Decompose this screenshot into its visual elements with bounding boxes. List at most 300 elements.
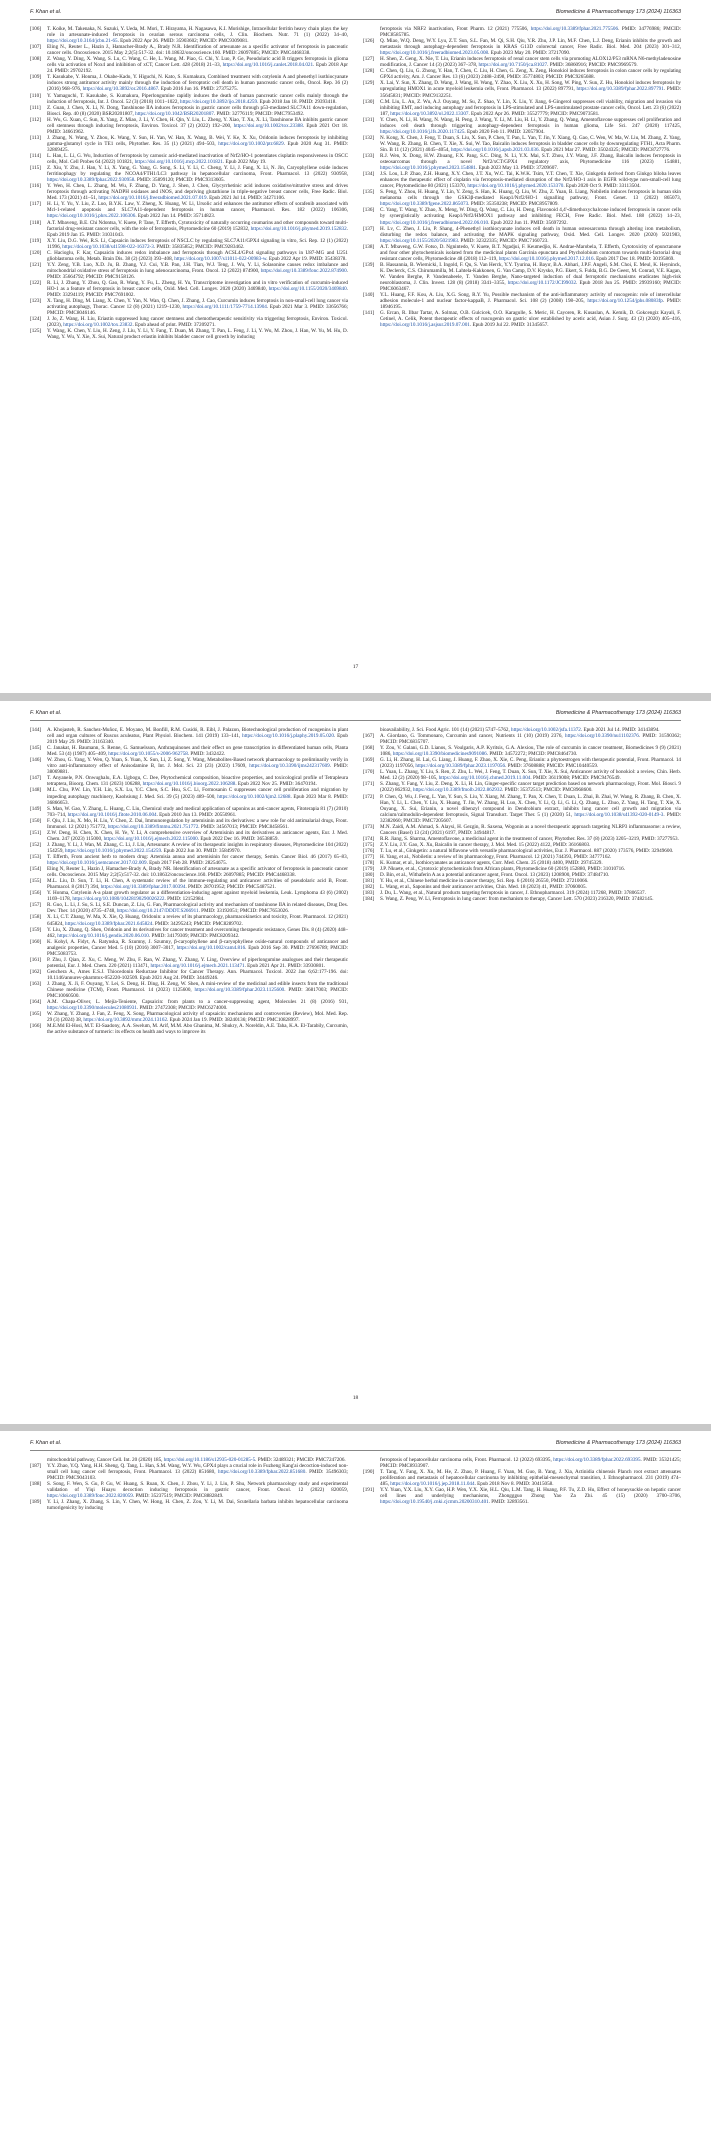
reference-text: M.L. Liu, D. Sun, T. Li, H. Chen, A systematic review of the immune-regulating and anticancer activities of pseudolaric acid B, Front. Pharmacol. 8 (2017) 394, <box>47 878 348 891</box>
doi-link[interactable]: https://doi.org/10.19540/j.cnki.cjcmm.20200310.401 <box>380 1499 489 1506</box>
reference-tail: . Epub 2021 Apr 21. PMID: 33930801. <box>244 962 325 969</box>
reference-entry <box>363 38 681 56</box>
reference-text: P. Chen, Q. Wu, J. Feng, L. Yan, Y. Sun, S. Liu, Y. Xiang, M. Zhang, T. Pan, X. Chen, T. Duan, L. Zhai, B. Zhai, W. Wang, R. Zhang, B. Chen, X. Han, Y. Li, L. Chen, Y. Liu, X. Huang, T. Jin, W. Zhang, H. Luo, X. Chen, Y. Li, Q. Li, G. Li, Q. Zhang, L. Zhuo, Z. Yang, H. Tang, T. Xie, X. Ouyang, X. Sui, Erianin, a novel dibenzyl compound in Dendrobium extract, inhibits lung cancer cell growth and migration via calcium/calmodulin-dependent ferroptosis, Signal Transduct. Target Ther. 5 (1) (2020) 51, <box>380 793 681 818</box>
reference-tail: . PMID: 33294119; PMCID: PMC7691002. <box>47 286 348 299</box>
reference-number: [121] <box>30 261 42 268</box>
reference-tail: . PMID: 36817003; PMCID: PMC10060500. <box>47 987 348 1000</box>
doi-link[interactable]: https://doi.org/10.1016/j.freeradbiomed.2023.05.008 <box>380 50 489 57</box>
reference-number: [172] <box>363 793 375 800</box>
reference-entry <box>30 969 348 981</box>
doi-link[interactable]: https://doi.org/10.3389/fgene.2022.865073 <box>380 201 469 208</box>
reference-tail: PMID: 32949600. <box>635 847 674 854</box>
reference-tail: . Epub 2020 Feb 11. PMID: 32057904. <box>464 128 545 135</box>
doi-link[interactable]: https://doi.org/10.1002/ptr.6829 <box>218 140 284 147</box>
reference-entry <box>30 117 348 135</box>
reference-text: F. Qiu, J. Liu, X. Mo, H. Liu, Y. Chen, Z. Dai, Immunoregulation by artemisinin and its derivatives: a new role for old antimalarial drugs, Front. Immunol. 12 (2021) 751772, <box>47 817 348 830</box>
doi-link[interactable]: https://doi.org/10.1016/j.jep.2018.11.044 <box>390 1481 475 1488</box>
reference-tail: . Epub 2021 Mar 3. PMID: 33656766; PMCID: PMC8046146. <box>47 304 348 317</box>
doi-link[interactable]: https://doi.org/10.1016/j.canlet.2018.04.021 <box>222 62 314 69</box>
reference-tail: . PMID: 12152984. <box>164 896 205 903</box>
reference-tail: . Epub 2021 Mar 27. PMID: 35024325; PMCID: PMC8727776. <box>538 146 671 153</box>
doi-link[interactable]: https://doi.org/10.3389/fonc.2022.820059 <box>47 1493 133 1500</box>
doi-link[interactable]: https://doi.org/10.3389/fphar.2017.00394 <box>100 884 186 891</box>
reference-text: A.T. Mbaveng, G.W. Fotso, D. Ngnintedo, V. Kuete, B.T. Ngadjui, F. Keumedjio, K. Andrae-Marobela, T. Efferth, Cytotoxicity of epunctanone and four other phytochemicals isolated from the medicinal plants Garcinia epunctata and Ptycholobium contortum towards multi-factorial drug resistant cancer cells, Phytomedicine 48 (2018) 112–119, <box>380 243 681 262</box>
doi-link[interactable]: https://doi.org/10.1016/j.freeradbiomed.2021.07.019 <box>98 195 207 202</box>
reference-tail: PMID: 36166803. <box>552 841 591 848</box>
reference-tail: PMID: 34944817. <box>458 829 496 836</box>
reference-number: [115] <box>30 165 41 172</box>
reference-tail: . Epub 2022 Jun 14. PMID: 35714823. <box>135 213 216 220</box>
doi-link[interactable]: https://doi.org/10.1111/1759-7714.13904 <box>182 304 267 311</box>
reference-number: [158] <box>30 914 42 921</box>
reference-text: T. Anyanele, P.N. Onwughalu, E.A. Ugbogu, C. Dee, Phytochemical composition, bioactive properties, and toxicological profile of Tetrapleura tetraptera, Bioorg. Chem. 131 (2023) 106288, <box>47 775 348 788</box>
reference-entry <box>363 292 681 310</box>
reference-tail: PMID: 37484710. <box>571 872 610 879</box>
reference-tail: . PMID: 34295243; PMCID: PMC8289702. <box>152 920 243 927</box>
reference-text: G. Ercan, R. Ilbar Tartar, A. Solmaz, O.B. Gulcicek, O.O. Karagulle, S. Meric, H. Cayoren, R. Kusaslan, A. Kemik, D. Gokcengiz Kayali, F. Cetinel, A. Celik, Potent therapeutic effects of ruscogenin on gastric ulcer established by acetic acid, Asian J. Surg. 43 (2) (2020) 405–416, <box>380 310 681 323</box>
doi-link[interactable]: https://doi.org/10.1016/j.semcancer.2017.02.009 <box>47 860 147 867</box>
reference-tail: . PMID: 32489321; PMCID: PMC7247206. <box>255 1457 346 1463</box>
reference-entry <box>30 775 348 787</box>
reference-entry <box>30 999 348 1011</box>
doi-link[interactable]: https://doi.org/10.1007/s11011-022-00983-w <box>174 255 267 262</box>
reference-tail: . Epub 2021 Oct 18. PMID: 34661962. <box>47 122 349 135</box>
reference-text: A. Khojasteh, R. Sanchez-Muñoz, E. Moyano, M. Bonfill, R.M. Cusidó, R. Eibl, J. Palazon, Biotechnological production of rucogenins in plant cell and organ cultures of Ruscus aculeatus, Plant Physiol. Biochem. 141 (2019) 133–141, <box>47 727 348 740</box>
reference-text: R. Li, J. Zhang, Y. Zhou, Q. Gao, R. Wang, Y. Fu, L. Zheng, H. Yu, Transcriptome investigation and in vitro verification of curcumin-induced HO-1 as a feature of ferroptosis in breast cancer cells, Oxid. Med. Cell. Longev. 2020 (2020) 3469840, <box>47 279 348 293</box>
reference-text: W. Zhang, Y. Zhang, J. Fan, Z. Feng, X. Song, Pharmacological activity of capsaicin: mechanisms and controversies (Review), Mol. Med. Rep. 29 (3) (2024) 38, <box>47 1011 348 1024</box>
reference-tail: . Epub 2021 Jul 14. PMID: 34143894. <box>580 727 660 733</box>
reference-entry <box>30 328 348 340</box>
reference-number: [169] <box>363 757 375 764</box>
doi-link[interactable]: https://doi.org/10.3389/fimmu.2021.751772 <box>107 823 199 830</box>
reference-text: H. Li, Y. Yu, Y. Liu, Z. Luo, B.Y.K. Law, Y. Zheng, X. Huang, W. Li, Ursolic acid enhances the antitumor effects of sorafenib associated with Mcl-1-related apoptosis and SLC7A11-dependent ferroptosis in human cancer, Pharmacol. Res. 182 (2022) 106306, <box>47 201 348 214</box>
reference-tail: . Epub 2018 Jan 18. PMID: 29393418. <box>257 98 337 105</box>
doi-link[interactable]: https://doi.org/10.3892/or.2016.4867 <box>82 86 159 93</box>
reference-number: [164] <box>30 999 42 1006</box>
doi-link[interactable]: https://doi.org/10.7150/jca.81027 <box>478 62 548 69</box>
reference-number: [132] <box>363 134 375 141</box>
reference-text: X. Tang, H. Ding, M. Liang, X. Chen, Y. Yan, N. Wan, Q. Chen, J. Zhang, J. Cao, Curcumin induces ferroptosis in non-small-cell lung cancer via activating autophagy, Thorac. Cancer 12 (8) (2021) 1219–1230, <box>47 298 348 311</box>
reference-entry <box>30 787 348 805</box>
reference-tail: . PMID: 27472308; PMCID: PMC6274000. <box>136 1005 228 1012</box>
reference-tail: PMID: 37482145. <box>616 896 654 903</box>
reference-text: C. Yang, T. Wang, Y. Zhao, X. Meng, W. Ding, Q. Wang, C. Liu, H. Deng, Flavonoid 4,4'-dimethoxychalcone induced ferroptosis in cancer cells by synergistically activating Keap1/Nrf2/HMOX1 pathway and inhibiting FECH, Free Radic. Biol. Med. 188 (2022) 14–23, <box>380 207 681 220</box>
reference-number: [176] <box>363 847 375 854</box>
reference-number: [124] <box>30 316 42 323</box>
reference-entry <box>30 316 348 328</box>
reference-tail: . Epub 2023 May 13. PMID: 37209607. <box>476 165 559 172</box>
doi-link[interactable]: https://doi.org/10.1016/j.bioorg.2022.106288 <box>142 781 236 788</box>
reference-entry <box>30 1011 348 1023</box>
doi-link[interactable]: https://doi.org/10.1038/s41598-022-16372-3 <box>62 243 154 250</box>
reference-number: [175] <box>363 841 375 848</box>
reference-text: S. Wang, Z. Peng, W. Li, Ferroptosis in lung cancer: from mechanism to therapy, Cancer Lett. 570 (2023) 216320, <box>380 896 615 903</box>
reference-number: [189] <box>30 1499 42 1506</box>
reference-entry <box>363 1487 681 1505</box>
reference-entry <box>30 201 348 219</box>
reference-tail: . PMID: 37608888; PMCID: PMC10440559. <box>505 763 599 770</box>
reference-number: [166] <box>30 1023 42 1030</box>
reference-number: [181] <box>363 878 375 885</box>
doi-link[interactable]: https://doi.org/10.3389/fphar.2021.775506 <box>530 26 619 32</box>
doi-link[interactable]: https://doi.org/10.3164/jcbn.21-65 <box>47 38 118 45</box>
reference-entry <box>363 769 681 781</box>
running-head <box>30 710 681 721</box>
reference-entry <box>30 44 348 56</box>
reference-number: [130] <box>363 98 375 105</box>
doi-link[interactable]: https://doi.org/10.3389/fphar.2023.1125600 <box>194 987 285 994</box>
document-page-17 <box>0 0 711 693</box>
reference-entry <box>30 1023 348 1035</box>
doi-link[interactable]: https://doi.org/10.3389/fphar.2022.693395 <box>553 1457 641 1463</box>
reference-tail: . Epub 2019 May 29. PMID: 31163340. <box>47 733 348 746</box>
reference-text: D. Bin, et al., Withaferin A as a potential anticancer agent, Front. Oncol. 13 (2023) 1208900, <box>380 872 571 879</box>
reference-number: [161] <box>30 956 42 963</box>
reference-entry <box>30 153 348 165</box>
reference-number: [112] <box>30 116 41 123</box>
running-head <box>30 9 681 20</box>
reference-entry <box>363 824 681 836</box>
reference-column-right <box>363 727 681 902</box>
reference-text: mitochondrial pathway, Cancer Cell. Int. 20 (2020) 185, <box>47 1457 163 1463</box>
reference-entry <box>30 1481 348 1499</box>
reference-tail: . PMID: 35321425; PMCID: PMC8933907. <box>380 1457 681 1470</box>
reference-number: [140] <box>363 292 375 299</box>
reference-tail: . Epub 2020 Aug 31. PMID: 32869425. <box>47 140 348 153</box>
reference-text: Z. Wang, Y. Ding, X. Wang, S. Lu, C. Wang, C. He, L. Wang, M. Piao, G. Chi, Y. Luo, P. Ge, Pseudolaric acid B triggers ferroptosis in glioma cells via activation of Nox4 and inhibition of xCT, Cancer Lett. 428 (2018) 21–33, <box>47 56 348 69</box>
reference-number: [179] <box>363 866 375 873</box>
doi-link[interactable]: https://doi.org/10.3390/biomedicines9091086 <box>392 751 487 758</box>
reference-text: Y. Li, J. Zhang, X. Zhang, S. Lin, Y. Chen, W. Hong, H. Chen, Z. Zou, Y. Li, M. Dai, Scutellaria barbata inhibits hepatocellular carcinoma tumorigenicity by inducing <box>47 1499 348 1512</box>
reference-tail: . Epub 2016 Jun 16. PMID: 27375275. <box>158 86 238 93</box>
reference-entry <box>30 250 348 262</box>
reference-text: J. Du, L. Wang, et al., Natural products targeting ferroptosis in cancer, J. Ethnopharmacol. 319 (2024) 117268, <box>380 890 608 897</box>
reference-number: [118] <box>30 219 41 226</box>
reference-text: X. Li, C.T. Zhang, W. Ma, X. Xie, Q. Huang, Oridonin: a review of its pharmacology, pharmacokinetics and toxicity, Front. Pharmacol. 12 (2021) 645824, <box>47 914 348 927</box>
reference-entry <box>363 745 681 757</box>
reference-entry <box>363 135 681 153</box>
doi-link[interactable]: https://doi.org/10.1042/BSR20201807 <box>135 110 214 117</box>
doi-link[interactable]: https://doi.org/10.1002/tox.23388 <box>233 122 303 129</box>
reference-tail: . PMID: 35496303; PMCID: PMC9043103. <box>47 1469 348 1482</box>
reference-entry <box>30 757 348 775</box>
reference-number: [106] <box>30 26 42 32</box>
reference-number: [141] <box>363 310 375 317</box>
reference-text: M.E.Md El-Hosi, M.T. El-Saadony, A.A. Swelum, M. Arif, M.M. Abo Ghanima, M. Shukry, A. Noreldin, A.E. Taha, K.A. El-Tarabily, Curcumin, the active substance of turmeric: its effects on health and ways to improve its <box>47 1023 348 1036</box>
reference-number: [146] <box>30 757 42 764</box>
reference-tail: . PMID: 18946195. <box>380 298 682 311</box>
reference-entry <box>363 757 681 769</box>
reference-tail: PMID: 37277953. <box>641 835 679 842</box>
reference-text: L. Wang, et al., Saponins and their anticancer activities, Chin. Med. 18 (2023) 41, <box>380 884 549 891</box>
reference-number: [145] <box>30 745 42 752</box>
doi-link[interactable]: https://doi.org/10.1016/j.plaphy.2019.05.020 <box>242 733 334 740</box>
doi-link[interactable]: https://doi.org/10.1016/j.gendis.2020.06.010 <box>57 932 149 939</box>
reference-number: [182] <box>363 884 375 891</box>
reference-number: [133] <box>363 152 375 159</box>
reference-tail: . Epub 2019 Jul 22. PMID: 31345657. <box>469 322 549 329</box>
reference-entry <box>363 244 681 262</box>
reference-text: K. Kohyl, A. Fidyt, A. Ratynska, R. Szumny, J. Szumny, β-caryophyllene and β-caryophyllene oxide-natural compounds of anticancer and analgesic properties, Cancer Med. 5 (10) (2016) 3007–3017, <box>47 938 348 951</box>
reference-tail: . Epub 2016 Sep 30. PMID: 27696789; PMCID: PMC5083753. <box>47 944 348 957</box>
reference-number: [131] <box>363 116 375 123</box>
reference-text: ferroptosis via NRF2 inactivation, Front Pharm. 12 (2021) 775506, <box>380 26 529 32</box>
reference-text: L. Yuan, L. Zhang, Y. Liu, S. Ren, Z. Zhu, L. Wei, J. Feng, T. Duan, X. Sun, T. Xie, X. Sui, Anticancer activity of honokiol: a review, Chin. Herb. Med. 12 (2) (2020) 98–105, <box>380 769 681 782</box>
reference-column-left <box>30 727 348 1035</box>
running-head-authors: F. Khan et al. <box>30 710 62 716</box>
reference-text: S. Song, F. Wen, S. Gu, P. Gu, W. Huang, S. Ruan, X. Chen, J. Zhou, Y. Li, J. Liu, P. Shu, Network pharmacology study and experimental validation of Yiqi Huayu decoction inducing ferroptosis in gastric cancer, Front. Oncol. 12 (2022) 820059, <box>47 1481 348 1494</box>
doi-link[interactable]: https://doi.org/10.1002/cam4.816 <box>176 944 246 951</box>
doi-link[interactable]: https://doi.org/10.1055/s-2006-962758 <box>108 751 188 758</box>
reference-tail: . Epub 2010 Jun 13. PMID: 20550961. <box>156 811 237 818</box>
reference-text: J. Zhang, Y. Li, J. Wan, M. Zhang, C. Li, J. Lin, Artesunate: A review of its therapeutic insights in respiratory diseases, Phytomedicine 104 (2022) 154259, <box>47 841 348 854</box>
reference-number: [123] <box>30 298 42 305</box>
doi-link[interactable]: https://doi.org/10.1016/j.apsb.2021.03.036 <box>450 146 539 153</box>
reference-number: [127] <box>363 56 375 63</box>
doi-link[interactable]: https://doi.org/10.3390/molecules21080931 <box>47 1005 137 1012</box>
reference-number: [110] <box>30 92 41 99</box>
reference-tail: . Epub ahead of print. PMID: 37209271. <box>132 322 216 329</box>
reference-tail: PMID: 27210066. <box>551 878 589 885</box>
reference-tail: . Epub 2018 Apr 24. PMID: 29702192. <box>47 62 348 75</box>
reference-text: X.Y. Liu, D.G. Wei, R.S. Li, Capsaicin induces ferroptosis of NSCLC by regulating SLC7A11/GPX4 signaling in vitro, Sci. Rep. 12 (1) (2022) 11996, <box>47 237 348 250</box>
reference-tail: . PMID: 35372513; PMCID: PMC8968600. <box>502 787 593 794</box>
reference-number: [165] <box>30 1011 42 1018</box>
reference-entry <box>30 939 348 957</box>
doi-link[interactable]: https://doi.org/10.1016/j.freeradbiomed.2022.06.010 <box>380 219 489 226</box>
doi-link[interactable]: https://doi.org/10.1002/jsfa.11372 <box>511 727 581 733</box>
reference-number: [180] <box>363 872 375 879</box>
reference-entry <box>363 896 681 902</box>
doi-link[interactable]: https://doi.org/10.3389/fphar.2021.645824 <box>65 920 153 927</box>
reference-column-left <box>30 1457 348 1511</box>
reference-text: Z.Y. Liu, J.Y. Gao, X. Xu, Baicalin in cancer therapy, J. Mol. Med. 15 (2022) 4122, <box>380 841 552 848</box>
reference-entry <box>30 262 348 280</box>
reference-text: G. Li, H. Zhang, H. Lai, G. Liang, J. Huang, F. Zhao, X. Xie, C. Peng, Erianin: a phytoestrogen with therapeutic potential, Front. Pharmacol. 14 (2023) 1197056, <box>380 757 681 770</box>
reference-text: C.M. Liu, L. An, Z. Wu, A.J. Ouyang, M. Su, Z. Shao, Y. Lin, X. Liu, Y. Jiang, 6-Gingerol suppresses cell viability, migration and invasion via inhibiting EMT, and inducing autophagy and ferroptosis in LPS-stimulated and LPS-unstimulated prostate cancer cells, Oncol. Lett. 23 (6) (2022) 187, <box>380 98 681 117</box>
reference-number: [113] <box>30 134 41 141</box>
reference-number: [125] <box>30 328 42 335</box>
reference-entry <box>30 220 348 238</box>
reference-number: [170] <box>363 769 375 776</box>
reference-entry <box>30 927 348 939</box>
reference-text: B. Hassannia, B. Wiernicki, I. Ingold, F. Qu, S. Van Herck, Y.Y. Tyurina, H. Bayır, B.A. Abhari, J.P.F. Angeli, S.M. Choi, E. Meul, K. Heyninck, K. Declerck, C.S. Chirumamilla, M. Lahtela-Kakkonen, G. Van Camp, D.V. Krysko, P.G. Ekert, S. Fulda, B.G. De Geest, M. Conrad, V.E. Kagan, W. Vanden Berghe, P. Vandenabeele, T. Vanden Berghe, Nano-targeted induction of dual ferroptotic mechanisms eradicates high-risk neuroblastoma, J. Clin. Invest. 128 (8) (2018) 3341–3355, <box>380 261 681 286</box>
reference-tail: . PMID: 35835852; PMCID: PMC9283462. <box>153 243 245 250</box>
reference-number: [122] <box>30 279 42 286</box>
doi-link[interactable]: https://doi.org/10.1038/s41392-020-0149-3 <box>574 811 664 818</box>
reference-text: bioavailability, J. Sci. Food Agric. 101 (14) (2021) 5747–5762, <box>380 727 510 733</box>
doi-link[interactable]: https://doi.org/10.3389/fonc.2022.874900 <box>260 267 347 274</box>
reference-number: [190] <box>363 1469 375 1476</box>
reference-text: Z.W. Deng, H. Chen, X. Chen, H. Ye, Y. Li, A comprehensive overview of Artemisinin and its derivatives as anticancer agents, Eur. J. Med. Chem. 247 (2023) 115000, <box>47 829 348 842</box>
reference-text: Y.Y. Yuan, Y.X. Liu, X.Y. Gao, H.P. Wen, Y.X. Xie, H.L. Qiu, L.M. Tang, H. Huang, P.F. Tu, Z.D. Hu, Effect of honeysuckle on hepatic cancer cell lines and underlying mechanisms, Zhonggguo Zhong Yao Za Zhi. 45 (15) (2020) 3700–3706, <box>380 1487 681 1500</box>
doi-link[interactable]: https://doi.org/10.1186/s12935-020-01285-5 <box>163 1457 256 1463</box>
doi-link[interactable]: https://doi.org/10.3892/mmr.2024.13162 <box>83 1017 168 1024</box>
reference-number: [157] <box>30 902 42 909</box>
reference-text: R. Guo, L. Li, J. Su, S. Li, S.E. Duncan, Z. Liu, G. Fan, Pharmacological activity and mechanism of tanshinone IIA in related diseases, Drug Des. Dev. Ther. 14 (2020) 4735–4748, <box>47 902 348 915</box>
reference-tail: . PMID: 34776986; PMCID: PMC8585785. <box>380 26 682 39</box>
reference-entry <box>363 99 681 117</box>
reference-text: Genchera A., Ames E.S.J. Thiocedonin Reductase Inhibitor for Cancer Therapy. Ann. Pharmacol. Toxicol. 2022 Jan 6;62:177-196. doi: 10.1146/annurev-pharmtox-052220-102509. Epub 2021 Aug 24. PMID: 34449246. <box>47 968 348 981</box>
reference-tail: . PMID: 34572272; PMCID: PMC8464730. <box>486 751 578 758</box>
doi-link[interactable]: https://doi.org/10.3390/ijms242317609 <box>249 763 330 770</box>
reference-text: Z. Xiu, Y. Zhu, J. Han, Y. Li, X. Yang, G. Yang, G. Song, S. Li, Y. Li, C. Cheng, Y. Li, J. Fang, X. Li, N. Jin, Caryophyllene oxide induces ferritinophagy by regulating the NCOA4/FTH1/LC3 pathway in hepatocellular carcinoma, Front. Pharmacol. 13 (2022) 930958, <box>47 165 348 178</box>
reference-text: H. Lv, C. Zhen, J. Liu, P. Shang, 4-Phenethyl isothiocyanate induces cell death in human osteosarcoma through altering iron metabolism, disturbing the redox balance, and activating the MAPK signaling pathway, Oxid. Med. Cell. Longev. 2020 (2020) 5021983, <box>380 225 681 238</box>
reference-tail: . Epub 2022 Apr 26. PMID: 35527779; PMCID: PMC9073581. <box>468 110 600 117</box>
reference-text: T. Tang, Y. Fang, X. Xu, M. He, Z. Zhao, P. Huang, F. Yuan, M. Guo, B. Yang, J. Xia, Actinidia chinensis Planch root extract attenuates proliferation and metastasis of hepatocellular carcinoma by inhibiting epithelial-mesenchymal transition, J. Ethnopharmacol. 231 (2019) 474–485, <box>380 1469 681 1488</box>
reference-text: J. Zhang, X. Ji, F. Ouyang, Y. Lei, S. Deng, H. Ding, H. Zeng, W. Shen, A mini-review of the medicinal and edible insects from the traditional Chinese medicine (TCM), Front. Pharmacol. 14 (2023) 1125600, <box>47 980 348 994</box>
reference-text: P. Zhu, J. Qian, Z. Xu, C. Meng, W. Zhu, F. Ran, W. Zhang, Y. Zhang, Y. Ling, Overview of piperlongumine analogues and their therapeutic potential, Eur. J. Med. Chem. 220 (2021) 113471, <box>47 956 348 969</box>
doi-link[interactable]: https://doi.org/10.1016/j.phymed.2023.154881 <box>380 165 477 172</box>
reference-number: [162] <box>30 968 42 975</box>
reference-tail: . PMID: 38069881. <box>47 763 348 776</box>
doi-link[interactable]: https://doi.org/10.1016/j.mcp.2022.101821 <box>134 159 223 166</box>
reference-entry <box>30 26 348 44</box>
reference-number: [171] <box>363 781 375 788</box>
doi-link[interactable]: https://doi.org/10.1016/j.ejmech.2021.113471 <box>150 962 245 969</box>
reference-entry <box>30 1499 348 1511</box>
reference-tail: . PMID: 28701952; PMCID: PMC5487521. <box>185 884 276 891</box>
doi-link[interactable]: https://doi.org/10.3389/fphar.2023.1197056 <box>415 763 506 770</box>
reference-entry <box>363 80 681 98</box>
reference-entry <box>30 238 348 250</box>
reference-text: A.T. Mbaveng, B.E. Chi Ndontsa, V. Kuete, P. Tane, T. Efferth, Cytotoxicity of naturally occurring coumarins and other compounds toward multi-factorial drug-resistant cancer cells, with the role of ferroptosis, Phytomedicine 60 (2019) 152832, <box>47 219 348 232</box>
reference-text: Eling N., Reuter L., Hazin J., Hamacher-Brady A., Brady N.R. Identification of artesunate as a specific activator of ferroptosis in pancreatic cancer cells. Oncoscience. 2015 May 2;2(5):517-32. doi: 10.18632/oncoscience.160. PMID: 26097885; PMCID: PMC4468338. <box>47 44 348 57</box>
reference-text: Y. Chen, N. Li, H. Wang, N. Wang, H. Peng, J. Wang, Y. Li, M. Liu, H. Li, Y. Zhang, Q. Wang, Amentoflavone suppresses cell proliferation and induces cell death through triggering autophagy-dependent ferroptosis in human glioma, Life Sci. 247 (2020) 117425, <box>380 116 681 129</box>
reference-entry <box>30 93 348 105</box>
reference-tail: . PMID: 35899120; PMCID: PMC9313605. <box>134 177 225 184</box>
doi-link[interactable]: https://doi.org/10.1080/10428190290026222 <box>72 896 165 903</box>
reference-tail: . Epub 2018 Jun 25. PMID: 29939160; PMCID: PMC6063467. <box>380 279 681 293</box>
reference-tail: . PMID: 35664792; PMCID: PMC9158126. <box>47 267 348 280</box>
reference-number: [174] <box>363 835 375 842</box>
reference-entry <box>363 189 681 207</box>
reference-tail: . Epub 2017 Dec 18. PMID: 30195869. <box>593 255 675 262</box>
reference-number: [173] <box>363 823 375 830</box>
doi-link[interactable]: https://doi.org/10.2147/DDDT.S266911 <box>116 908 199 915</box>
doi-link[interactable]: https://doi.org/10.1254/jphs.08083fp <box>587 298 663 305</box>
reference-entry <box>30 183 348 201</box>
reference-entry <box>30 818 348 830</box>
reference-text: A. Giordano, G. Tommonaro, Curcumin and cancer, Nutrients 11 (10) (2019) 2376, <box>380 733 563 740</box>
reference-number: [137] <box>363 225 375 232</box>
reference-tail: . PMID: 35645831; PMCID: PMC9132251. <box>380 86 681 99</box>
doi-link[interactable]: https://doi.org/10.3389/fmolb.2022.862932 <box>413 787 503 794</box>
doi-link[interactable]: https://doi.org/10.1016/j.chmed.2019.11.004 <box>438 775 531 782</box>
reference-number: [160] <box>30 938 42 945</box>
doi-link[interactable]: https://doi.org/10.1002/tox.23832 <box>63 322 133 329</box>
doi-link[interactable]: https://doi.org/10.3389/fphar.2022.851680 <box>218 1469 306 1476</box>
reference-text: H. Yang, et al., Nobiletin: a review of its pharmacology, Front. Pharmacol. 12 (2021) 744393, <box>380 853 573 860</box>
reference-number: [191] <box>363 1487 375 1494</box>
running-head-authors: F. Khan et al. <box>30 1440 62 1446</box>
running-head-journal: Biomedicine & Pharmacotherapy 173 (2024) 116363 <box>555 9 681 15</box>
reference-column-right <box>363 1457 681 1505</box>
reference-text: J. Zhang, N. Wang, Y. Zhou, K. Wang, Y. Sun, H. Yan, W. Han, X. Wang, B. Wei, Y. Ke, X. Xu, Oridonin induces ferroptosis by inhibiting gamma-glutamyl cycle in TE1 cells, Phytother. Res. 35 (1) (2021) 494–503, <box>47 134 348 147</box>
reference-entry <box>30 914 348 926</box>
page-number: 17 <box>352 664 359 670</box>
reference-tail: PMID: 37060005. <box>549 884 587 891</box>
reference-entry <box>30 806 348 818</box>
doi-link[interactable]: https://doi.org/10.3892/ol.2022.13307 <box>390 110 469 117</box>
doi-link[interactable]: https://doi.org/10.1016/j.phymed.2020.153370 <box>467 183 564 190</box>
reference-entry <box>30 105 348 117</box>
doi-link[interactable]: https://doi.org/10.1016/j.fitote.2010.06.004 <box>67 811 157 818</box>
reference-number: [117] <box>30 201 41 208</box>
reference-entry <box>363 262 681 292</box>
doi-link[interactable]: https://doi.org/10.1016/j.asjsur.2019.07.001 <box>380 322 470 329</box>
doi-link[interactable]: https://doi.org/10.1155/2020/5021983 <box>380 237 458 244</box>
reference-text: M.N. Zaidi, A.M. Ahmad, S. Alaysi, H. Gezgin, R. Saxena, Wogonin as a novel therapeutic approach targeting NLRP3 inflammasome: a review, Cancers (Basel) 13 (24) (2021) 6197, <box>380 823 681 836</box>
reference-entry <box>30 830 348 842</box>
page-number: 18 <box>352 1395 359 1401</box>
reference-number: [134] <box>363 171 375 178</box>
reference-text: C. Hacioglu, F. Kar, Capsaicin induces redox imbalance and ferroptosis through ACSL4/GPx4 signaling pathways in U87-MG and U251 glioblastoma cells, Metab. Brain Dis. 38 (2) (2023) 393–408, <box>47 249 348 262</box>
reference-number: [135] <box>363 189 375 196</box>
doi-link[interactable]: https://doi.org/10.1172/JCI99032 <box>507 279 577 286</box>
reference-tail: PMID: 29745329. <box>565 860 603 867</box>
doi-link[interactable]: https://doi.org/10.3389/fphar.2022.930958 <box>47 177 135 184</box>
reference-entry <box>30 727 348 745</box>
reference-text: S. Zhang, Y. Fang, Y. Liu, Z. Deng, X. Li, H. Lin, Ginger-specific cancer target prediction based on network pharmacology, Front. Mol. Biosci. 9 (2022) 862932, <box>380 781 681 794</box>
doi-link[interactable]: https://doi.org/10.1016/j.phrs.2022.106306 <box>47 213 136 220</box>
reference-tail: . Epub 2024 Jan 19. PMID: 38240136; PMCID: PMC10828997. <box>167 1017 300 1024</box>
doi-link[interactable]: https://doi.org/10.3892/ijo.2018.4259 <box>180 98 258 105</box>
reference-text: H. Shen, Z. Geng, X. Nie, T. Liu, Erianin induces ferroptosis of renal cancer stem cells via promoting ALOX12/P53 mRNA N6-methyladenosine modification, J. Cancer 14 (3) (2023) 367–378, <box>380 56 681 69</box>
reference-number: [187] <box>30 1463 42 1470</box>
reference-number: [107] <box>30 44 42 51</box>
reference-number: [177] <box>363 853 375 860</box>
reference-tail: . PMID: 35350238; PMCID: PMC8957809. <box>468 201 559 208</box>
reference-text: Y.Y. Zeng, Y.B. Luo, X.D. Ju, B. Zhang, Y.J. Cui, Y.B. Pan, J.H. Tian, W.J. Teng, J. Wu, Y. Li, Solasonine causes redox imbalance and mitochondrial oxidative stress of ferroptosis in lung adenocarcinoma, Front. Oncol. 12 (2022) 874900, <box>47 261 348 274</box>
doi-link[interactable]: https://doi.org/10.1016/j.lfs.2020.117425 <box>380 128 465 135</box>
reference-number: [139] <box>363 261 375 268</box>
reference-text: N. Kong, X. Chen, J. Feng, T. Duan, S. Liu, X. Sun, P. Chen, T. Pan, L. Yan, T. Jin, Y. Xiang, Q. Gao, C. Wen, W. Ma, W. Liu, M. Zhang, Z. Yang, W. Wang, R. Zhang, B. Chen, T. Xie, X. Sui, W. Tao, Baicalin induces ferroptosis in bladder cancer cells by downregulating FTH1, Acta Pharm. Sin. B 11 (12) (2021) 4045–4054, <box>380 134 681 153</box>
reference-number: [120] <box>30 249 42 256</box>
reference-entry <box>363 226 681 244</box>
reference-text: ferroptosis of hepatocellular carcinoma cells, Front. Pharmacol. 12 (2022) 693395, <box>380 1457 552 1463</box>
doi-link[interactable]: https://doi.org/10.1016/j.ejmech.2022.115000 <box>103 835 198 842</box>
doi-link[interactable]: https://doi.org/10.1016/j.phymed.2022.154259 <box>65 847 162 854</box>
reference-text: L. Han, L. Li, G. Wu, Induction of ferroptosis by carnosic acid-mediated inactivation of Nrf2/HO-1 potentiates cisplatin responsiveness in OSCC cells, Mol. Cell Probes 64 (2022) 101821, <box>47 152 348 166</box>
reference-text: Y. Wen, H. Chen, L. Zhang, M. Wu, F. Zhang, D. Yang, J. Shen, J. Chen, Glycyrrhetinic acid induces oxidative/nitrative stress and drives ferroptosis through activating NADPH oxidases and iNOS, and depriving glutathione in triple-negative breast cancer cells, Free Radic. Biol. Med. 173 (2021) 41–51, <box>47 183 348 202</box>
reference-tail: PMID: 31010716. <box>587 866 626 873</box>
reference-text: A.M. Chapa-Oliver, L. Mejía-Teniente, Capsaicin: from plants to a cancer-suppressing agent, Molecules 21 (8) (2016) 931, <box>47 999 348 1006</box>
reference-number: [155] <box>30 878 42 885</box>
doi-link[interactable]: https://doi.org/10.3390/nu11102376 <box>565 733 639 740</box>
reference-entry <box>363 26 681 38</box>
reference-entry <box>30 902 348 914</box>
reference-entry <box>363 310 681 328</box>
reference-number: [163] <box>30 980 42 987</box>
doi-link[interactable]: https://doi.org/10.3389/fphar.2022.897791 <box>576 86 664 93</box>
reference-number: [119] <box>30 237 41 244</box>
reference-entry <box>363 1469 681 1487</box>
reference-number: [150] <box>30 817 42 824</box>
doi-link[interactable]: https://doi.org/10.1002/kjm2.12688 <box>217 793 291 800</box>
reference-column-left <box>30 26 348 340</box>
reference-tail: . Epub 2022 Jun 30. PMID: 35849970. <box>161 847 241 854</box>
reference-entry <box>30 842 348 854</box>
doi-link[interactable]: https://doi.org/10.1155/2020/3469840 <box>268 286 347 293</box>
reference-number: [144] <box>30 727 42 733</box>
doi-link[interactable]: https://doi.org/10.1016/j.phymed.2019.152832 <box>250 225 347 232</box>
reference-tail: PMID: 35774803; PMCID: PMC9265688. <box>506 74 595 81</box>
reference-entry <box>30 74 348 92</box>
doi-link[interactable]: https://doi.org/10.1016/j.phymed.2017.12.016 <box>498 255 594 262</box>
reference-entry <box>30 135 348 153</box>
running-head-authors: F. Khan et al. <box>30 9 62 15</box>
